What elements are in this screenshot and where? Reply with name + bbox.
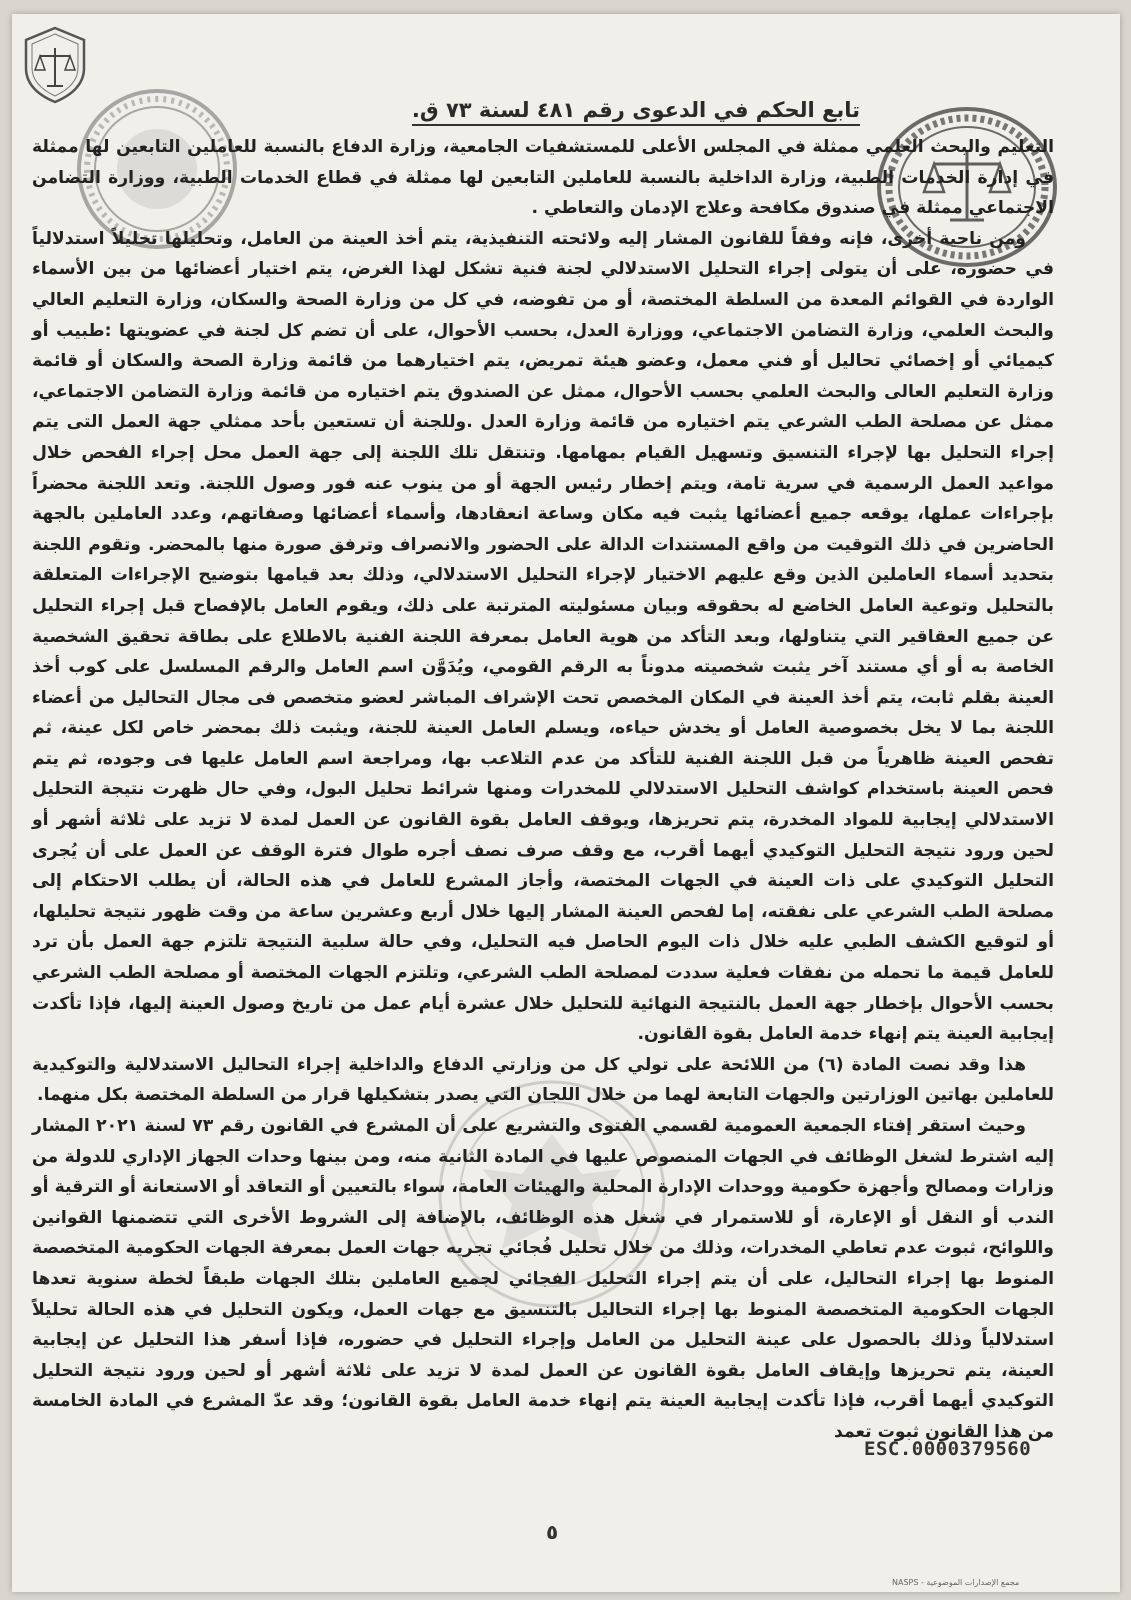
paragraph: التعليم والبحث العلمي ممثلة في المجلس الأعلى للمستشفيات الجامعية، وزارة الدفاع بالنسبة للعاملين التابعين لها ممثلة في إدارة الخدمات الطبية، وزارة الداخلية بالنسبة للعاملين التابعين لها ممثلة في قطاع الخدمات الطبية، ووزارة التضامن الاجتماعي ممثلة في صندوق مكافحة وعلاج الإدمان والتعاطي . — [32, 137, 1054, 219]
page-number: ٥ — [546, 1520, 559, 1544]
paragraph: وحيث استقر إفتاء الجمعية العمومية لقسمي الفتوى والتشريع على أن المشرع في القانون رقم ٧٣ لسنة ٢٠٢١ المشار إليه اشترط لشغل الوظائف في الجهات المنصوص عليها في المادة الثانية منه، ومن بينها وحدات الجهاز الإداري للدولة من وزارات ومصالح وأجهزة حكومية ووحدات الإدارة المحلية والهيئات العامة، سواء بالتعيين أو التعاقد أو الاستعانة أو الترقية أو الندب أو النقل أو الإعارة، أو للاستمرار في شغل هذه الوظائف، بالإضافة إلى الشروط الأخرى التي تتضمنها القوانين واللوائح، ثبوت عدم تعاطي المخدرات، وذلك من خلال تحليل فُجائي تجريه جهات العمل بمعرفة الجهات الحكومية المتخصصة المنوط بها إجراء التحاليل، على أن يتم إجراء التحليل الفجائي لجميع العاملين بتلك الجهات طبقاً لخطة سنوية تعدها الجهات الحكومية المتخصصة المنوط بها إجراء التحاليل بالتنسيق مع جهات العمل، ويكون التحليل في هذه الحالة تحليلاً استدلالياً وذلك بالحصول على عينة التحليل من العامل وإجراء التحليل في حضوره، فإذا أسفر هذا التحليل عن إيجابية العينة، يتم تحريزها وإيقاف العامل بقوة القانون عن العمل لمدة لا تزيد على ثلاثة أشهر أو لحين ورود نتيجة التحليل التوكيدي أيهما أقرب، فإذا تأكدت إيجابية العينة يتم إنهاء خدمة العامل بقوة القانون؛ وقد عدّ المشرع في المادة الخامسة من هذا القانون ثبوت تعمد — [32, 1116, 1054, 1442]
document-page — [12, 14, 1120, 1592]
judgment-body — [32, 132, 1054, 1448]
paragraph: هذا وقد نصت المادة (٦) من اللائحة على تولي كل من وزارتي الدفاع والداخلية إجراء التحاليل الاستدلالية والتوكيدية للعاملين بهاتين الوزارتين والجهات التابعة لهما من خلال اللجان التي يصدر بتشكيلها قرار من السلطة المختصة بكل منهما. — [32, 1054, 1054, 1106]
document-code: ESC.0000379560 — [864, 1438, 1032, 1460]
case-header: تابع الحكم في الدعوى رقم ٤٨١ لسنة ٧٣ ق. — [412, 98, 860, 126]
paragraph: ومن ناحية أخرى، فإنه وفقاً للقانون المشار إليه ولائحته التنفيذية، يتم أخذ العينة من العامل، وتحليلها تحليلاً استدلالياً في حضوره، على أن يتولى إجراء التحليل الاستدلالي لجنة فنية تشكل لهذا الغرض، يتم اختيار أعضائها من بين الأسماء الواردة في القوائم المعدة من السلطة المختصة، أو من تفوضه، في كل من وزارة الصحة والسكان، وزارة التعليم العالي والبحث العلمي، وزارة التضامن الاجتماعي، ووزارة العدل، بحسب الأحوال، على أن تضم كل لجنة في عضويتها :طبيب أو كيميائي أو إخصائي تحاليل أو فني معمل، وعضو هيئة تمريض، يتم اختيارهما من قائمة وزارة الصحة والسكان أو قائمة وزارة التعليم العالى والبحث العلمي بحسب الأحوال، ممثل عن الصندوق يتم اختياره من قائمة وزارة التضامن الاجتماعي، ممثل عن مصلحة الطب الشرعي يتم اختياره من قائمة وزارة العدل .وللجنة أن تستعين بأحد ممثلي جهة العمل التى يتم إجراء التحليل بها لإجراء التنسيق وتسهيل القيام بمهامها. وتنتقل تلك اللجنة إلى جهة العمل محل إجراء الفحص خلال مواعيد العمل الرسمية في سرية تامة، ويتم إخطار رئيس الجهة أو من ينوب عنه فور وصول اللجنة. وتعد اللجنة محضراً بإجراءات عملها، يوقعه جميع أعضائها يثبت فيه مكان وساعة انعقادها، وأسماء أعضائها وصفاتهم، وعدد العاملين بالجهة الحاضرين في ذلك التوقيت من واقع المستندات الدالة على الحضور والانصراف وترفق صورة منها بالمحضر. وتقوم اللجنة بتحديد أسماء العاملين الذين وقع عليهم الاختيار لإجراء التحليل الاستدلالي، وذلك بعد قيامها بتوضيح الإجراءات المتعلقة بالتحليل وتوعية العامل الخاضع له بحقوقه وبيان مسئوليته المترتبة على ذلك، ويقوم العامل بالإفصاح قبل إجراء التحليل عن جميع العقاقير التي يتناولها، وبعد التأكد من هوية العامل بمعرفة اللجنة الفنية بالاطلاع على بطاقة تحقيق الشخصية الخاصة به أو أي مستند آخر يثبت شخصيته مدوناً به الرقم القومي، ويُدَوَّن اسم العامل والرقم المسلسل على كوب أخذ العينة بقلم ثابت، يتم أخذ العينة في المكان المخصص تحت الإشراف المباشر لعضو متخصص فى مجال التحاليل من أعضاء اللجنة بما لا يخل بخصوصية العامل أو يخدش حياءه، ويسلم العامل العينة للجنة، ويثبت ذلك بمحضر خاص لكل عينة، ثم تفحص العينة ظاهرياً من قبل اللجنة الفنية للتأكد من عدم التلاعب بها، ومراجعة اسم العامل عليها فى وجوده، ثم يتم فحص العينة باستخدام كواشف التحليل الاستدلالي للمخدرات ومنها شرائط تحليل البول، وفي حال ظهرت نتيجة التحليل الاستدلالي إيجابية للمواد المخدرة، يتم تحريزها، ويوقف العامل بقوة القانون عن العمل لمدة لا تزيد على ثلاثة أشهر أو لحين ورود نتيجة التحليل التوكيدي أيهما أقرب، مع وقف صرف نصف أجره طوال فترة الوقف عن العمل على أن يُجرى التحليل التوكيدي على ذات العينة في الجهات المختصة، وأجاز المشرع للعامل في هذه الحالة، أن يطلب الاحتكام إلى مصلحة الطب الشرعي على نفقته، إما لفحص العينة المشار إليها خلال أربع وعشرين ساعة من وقت ظهور نتيجة تحليلها، أو لتوقيع الكشف الطبي عليه خلال ذات اليوم الحاصل فيه التحليل، وفي حالة سلبية النتيجة تلتزم جهة العمل بأن ترد للعامل قيمة ما تحمله من نفقات فعلية سددت لمصلحة الطب الشرعي، وتلتزم الجهات المختصة أو مصلحة الطب الشرعي بحسب الأحوال بإخطار جهة العمل بالنتيجة النهائية للتحليل خلال عشرة أيام عمل من تاريخ وصول العينة إليها، فإذا تأكدت إيجابية العينة يتم إنهاء خدمة العامل بقوة القانون. — [32, 228, 1054, 1045]
footer-mark: مجمع الإصدارات الموضوعية - NASPS — [892, 1578, 1020, 1587]
